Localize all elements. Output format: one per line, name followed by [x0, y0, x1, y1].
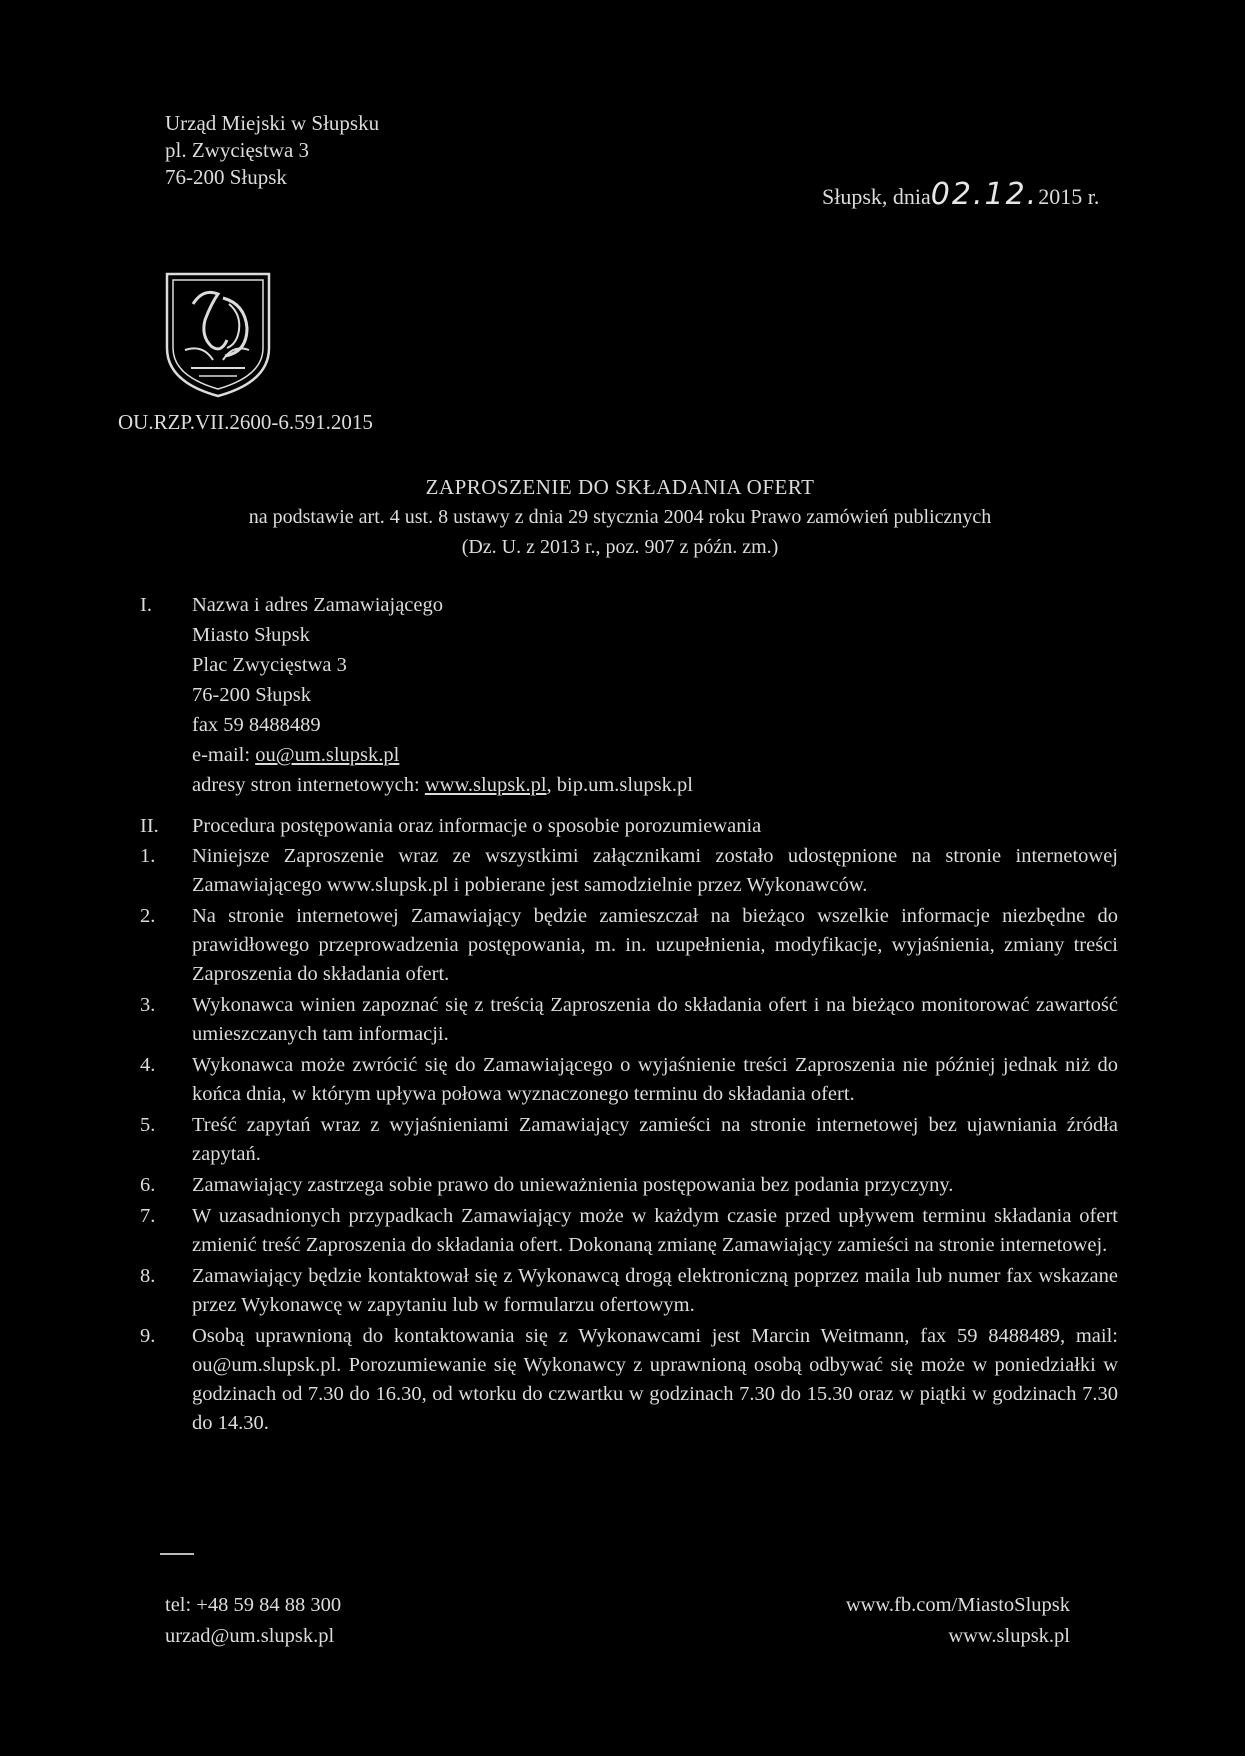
item-text: Treść zapytań wraz z wyjaśnieniami Zamawiający zamieści na stronie internetowej bez ujawniania źródła zapytań.	[192, 1114, 1118, 1165]
list-item	[140, 902, 1118, 989]
item-text: Zamawiający będzie kontaktował się z Wykonawcą drogą elektroniczną poprzez maila lub numer fax wskazane przez Wykonawcę w zapytaniu lub w formularzu ofertowym.	[192, 1265, 1118, 1316]
item-text: Na stronie internetowej Zamawiający będzie zamieszczał na bieżąco wszelkie informacje niezbędne do prawidłowego przeprowadzenia postępowania, m. in. uzupełnienia, modyfikacje, wyjaśnienia, zmiany treści Zaproszenia do składania ofert.	[192, 905, 1118, 985]
item-text: Zamawiający zastrzega sobie prawo do unieważnienia postępowania bez podania przyczyny.	[192, 1174, 954, 1196]
item-number: 6.	[140, 1174, 156, 1196]
item-number: 5.	[140, 1114, 156, 1136]
list-item	[140, 1322, 1118, 1438]
footer-facebook-link[interactable]: www.fb.com/MiastoSlupsk	[845, 1594, 1070, 1616]
email-link[interactable]: ou@um.slupsk.pl	[255, 744, 400, 766]
item-text: Niniejsze Zaproszenie wraz ze wszystkimi załącznikami zostało udostępnione na stronie internetowej Zamawiającego www.slupsk.pl i pobierane jest samodzielnie przez Wykonawców.	[192, 845, 1118, 896]
footer-phone: tel: +48 59 84 88 300	[165, 1594, 342, 1616]
website-link[interactable]: www.slupsk.pl	[424, 774, 547, 796]
footer-contact	[165, 1590, 341, 1652]
footer-email[interactable]: urzad@um.slupsk.pl	[165, 1625, 335, 1647]
list-item	[140, 842, 1118, 900]
web-separator: ,	[546, 774, 557, 796]
section-number: II.	[140, 815, 159, 837]
item-number: 9.	[140, 1325, 156, 1347]
footer-divider	[160, 1553, 194, 1555]
web-label: adresy stron internetowych:	[192, 774, 425, 796]
list-item	[140, 991, 1118, 1049]
item-number: 7.	[140, 1205, 156, 1227]
item-text: Osobą uprawnioną do kontaktowania się z Wykonawcami jest Marcin Weitmann, fax 59 8488489, mail: ou@um.slupsk.pl. Porozumiewanie się Wykonawcy z uprawnioną osobą odbywać się może w poniedziałki w godzinach od 7.30 do 16.30, od wtorku do czwartku w godzinach 7.30 do 15.30 oraz w piątki w godzinach 7.30 do 14.30.	[192, 1325, 1118, 1434]
section-heading: Nazwa i adres Zamawiającego	[192, 594, 443, 616]
authority-name: Miasto Słupsk	[192, 624, 310, 646]
handwritten-date: 02.12.	[930, 177, 1039, 212]
date-prefix: Słupsk, dnia	[822, 184, 931, 209]
authority-city: 76-200 Słupsk	[192, 684, 312, 706]
section-procedure	[140, 812, 1118, 1440]
sender-address	[165, 110, 379, 191]
list-item	[140, 1262, 1118, 1320]
footer-website-link[interactable]: www.slupsk.pl	[948, 1625, 1070, 1647]
authority-web-line	[140, 770, 693, 800]
item-number: 2.	[140, 905, 156, 927]
sender-line-city: 76-200 Słupsk	[165, 165, 287, 189]
sender-line-office: Urząd Miejski w Słupsku	[165, 111, 380, 135]
footer-links	[846, 1590, 1070, 1652]
section-heading: Procedura postępowania oraz informacje o sposobie porozumiewania	[192, 815, 762, 837]
item-number: 3.	[140, 994, 156, 1016]
email-label: e-mail:	[192, 744, 256, 766]
item-number: 1.	[140, 845, 156, 867]
item-number: 8.	[140, 1265, 156, 1287]
section-contracting-authority	[140, 590, 693, 800]
coat-of-arms-icon	[163, 270, 273, 400]
authority-fax: fax 59 8488489	[192, 714, 321, 736]
authority-email-line	[140, 740, 693, 770]
item-text: Wykonawca winien zapoznać się z treścią Zaproszenia do składania ofert i na bieżąco monitorować zawartość umieszczanych tam informacji.	[192, 994, 1118, 1045]
item-text: W uzasadnionych przypadkach Zamawiający może w każdym czasie przed upływem terminu składania ofert zmienić treść Zaproszenia do składania ofert. Dokonaną zmianę Zamawiający zamieści na stronie internetowej.	[192, 1205, 1118, 1256]
list-item	[140, 1051, 1118, 1109]
bip-link[interactable]: bip.um.slupsk.pl	[556, 774, 693, 796]
section-number: I.	[140, 594, 152, 616]
list-item	[140, 1171, 1118, 1200]
document-title-block	[120, 472, 1120, 562]
legal-citation: (Dz. U. z 2013 r., poz. 907 z późn. zm.)	[461, 536, 779, 558]
legal-basis: na podstawie art. 4 ust. 8 ustawy z dnia 29 stycznia 2004 roku Prawo zamówień publicznych	[248, 506, 992, 528]
item-text: Wykonawca może zwrócić się do Zamawiającego o wyjaśnienie treści Zaproszenia nie później jednak niż do końca dnia, w którym upływa połowa wyznaczonego terminu do składania ofert.	[192, 1054, 1118, 1105]
list-item	[140, 1111, 1118, 1169]
date-suffix: 2015 r.	[1038, 184, 1100, 209]
list-item	[140, 1202, 1118, 1260]
authority-street: Plac Zwycięstwa 3	[192, 654, 347, 676]
document-title: ZAPROSZENIE DO SKŁADANIA OFERT	[425, 475, 815, 499]
reference-number: OU.RZP.VII.2600-6.591.2015	[118, 410, 373, 434]
item-number: 4.	[140, 1054, 156, 1076]
date-line	[822, 177, 1099, 212]
sender-line-street: pl. Zwycięstwa 3	[165, 138, 310, 162]
